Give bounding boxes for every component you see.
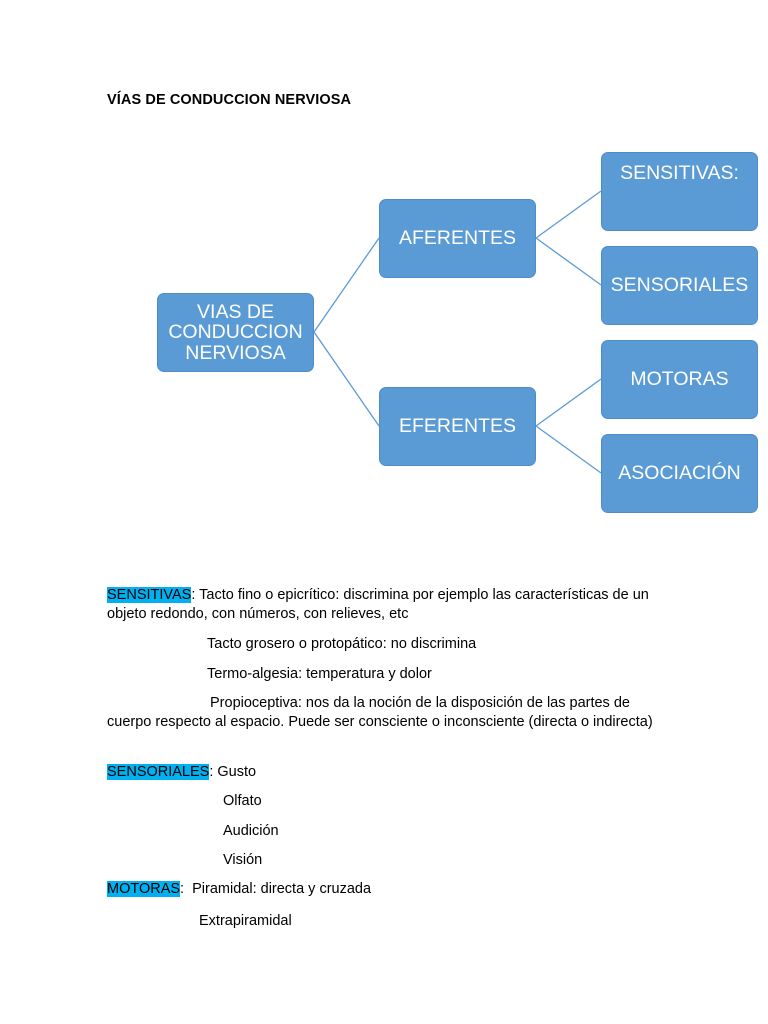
sensoriales-highlight-label: SENSORIALES	[107, 764, 210, 780]
node-aferentes-label: AFERENTES	[398, 227, 517, 250]
sensoriales-line-3: Audición	[223, 823, 279, 839]
sensoriales-line-4: Visión	[223, 852, 263, 868]
node-motoras-label: MOTORAS	[630, 368, 729, 391]
node-aferentes	[379, 199, 536, 278]
connector-aferentes-sensitivas	[536, 191, 601, 238]
node-eferentes	[379, 387, 536, 466]
node-asociacion	[601, 434, 758, 513]
motoras-paragraph	[107, 880, 371, 899]
node-sensitivas-label: SENSITIVAS:	[620, 162, 739, 184]
node-sensoriales-label: SENSORIALES	[610, 274, 749, 297]
node-vias-de-conduccion	[157, 293, 314, 372]
sensitivas-propioceptiva-paragraph	[107, 694, 667, 732]
sensoriales-paragraph	[107, 763, 256, 782]
sensitivas-highlight-label: SENSITIVAS	[107, 587, 192, 603]
connector-root-eferentes	[314, 332, 379, 426]
motoras-highlight-label: MOTORAS	[107, 881, 181, 897]
motoras-line-2: Extrapiramidal	[199, 913, 292, 929]
sensitivas-line-1: : Tacto fino o epicrítico: discrimina por ejemplo las características de un objeto redondo, con números, con relieves, etc	[107, 587, 649, 622]
connector-eferentes-asociacion	[536, 426, 601, 473]
document-title: VÍAS DE CONDUCCION NERVIOSA	[107, 92, 352, 108]
sensitivas-line-4b: cuerpo respecto al espacio. Puede ser consciente o inconsciente (directa o indirecta)	[107, 714, 653, 730]
node-eferentes-label: EFERENTES	[398, 415, 517, 438]
sensoriales-line-2: Olfato	[223, 793, 262, 809]
sensitivas-line-2: Tacto grosero o protopático: no discrimina	[207, 636, 477, 652]
sensitivas-paragraph	[107, 586, 667, 624]
connector-root-aferentes	[314, 238, 379, 332]
node-vias-de-conduccion-label: VIAS DE CONDUCCION NERVIOSA	[168, 300, 303, 364]
connector-eferentes-motoras	[536, 379, 601, 426]
node-asociacion-label: ASOCIACIÓN	[618, 462, 741, 485]
node-sensitivas	[601, 152, 758, 231]
node-sensoriales	[601, 246, 758, 325]
node-motoras	[601, 340, 758, 419]
sensoriales-line-1: : Gusto	[209, 764, 257, 780]
sensitivas-line-4a: Propioceptiva: nos da la noción de la disposición de las partes de	[210, 695, 630, 711]
connector-aferentes-sensoriales	[536, 238, 601, 285]
sensitivas-line-3: Termo-algesia: temperatura y dolor	[207, 666, 432, 682]
motoras-line-1: : Piramidal: directa y cruzada	[180, 881, 372, 897]
